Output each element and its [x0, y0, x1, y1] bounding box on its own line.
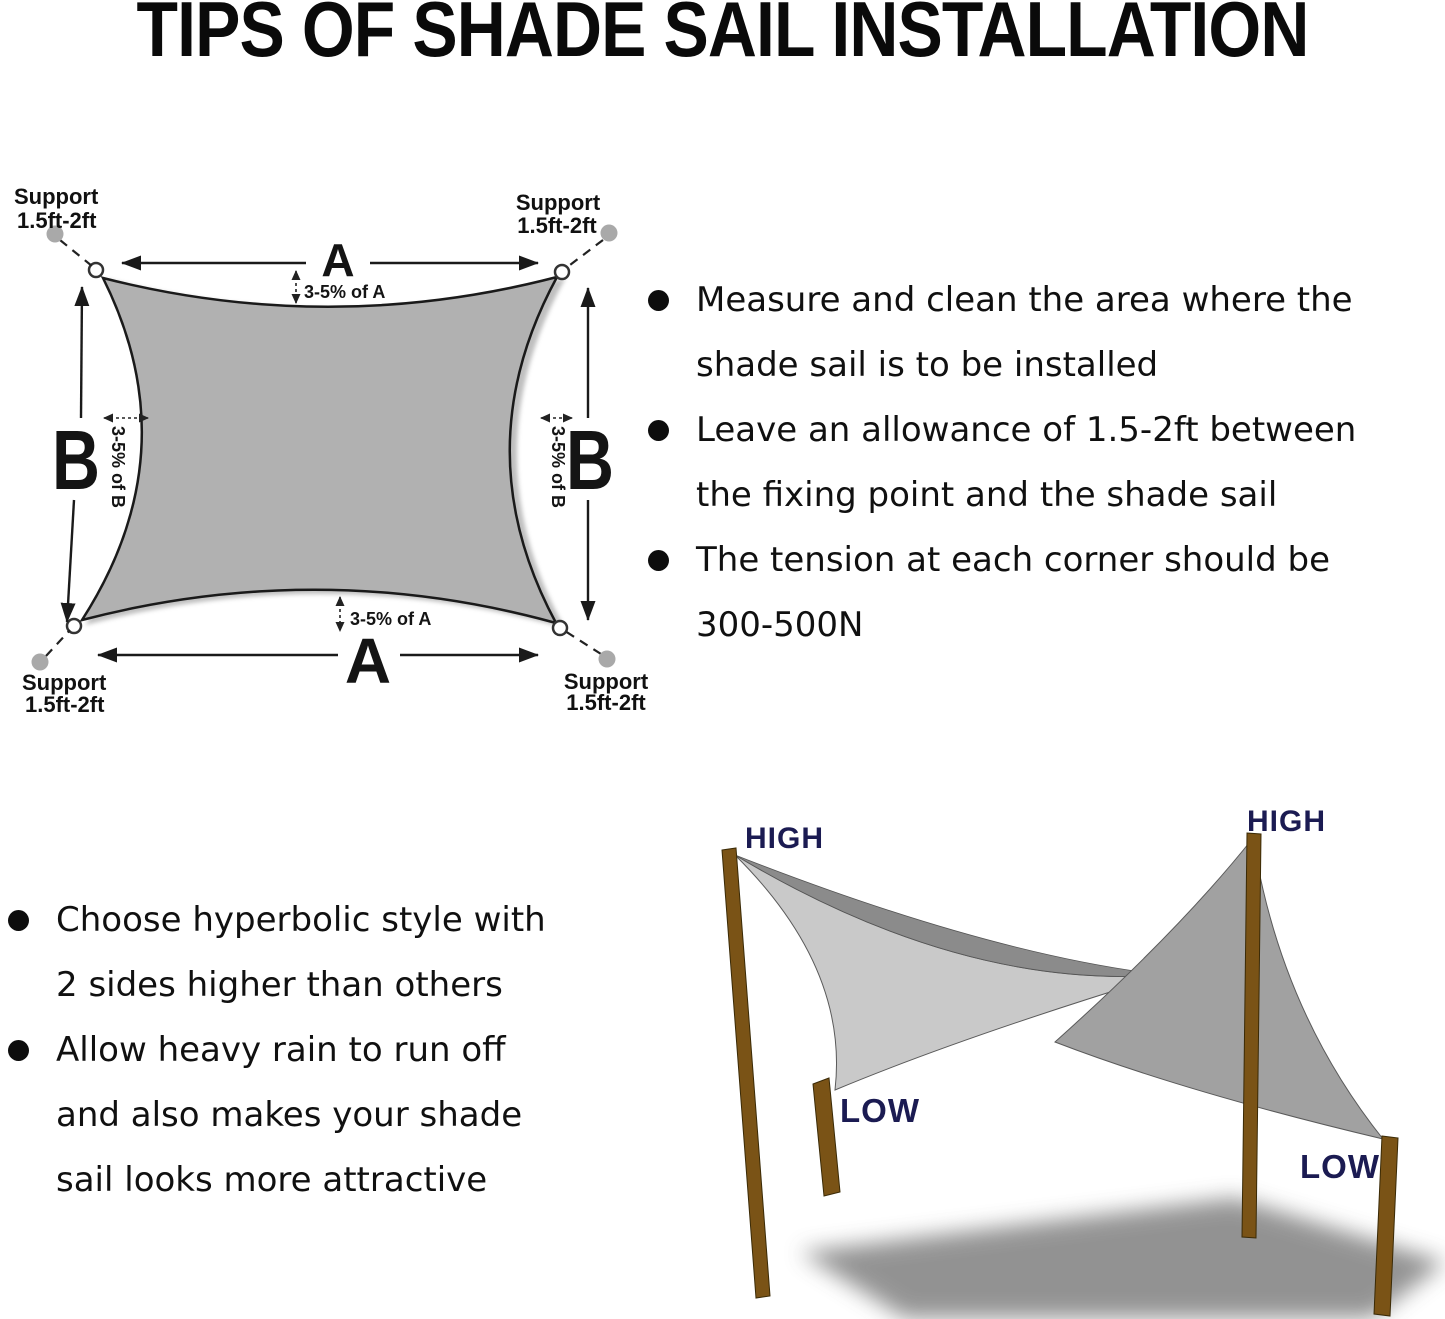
support-label-bottom-right: [564, 669, 649, 715]
support-text: Support: [515, 190, 601, 215]
tip-line: Choose hyperbolic style with: [56, 900, 546, 940]
support-label-bottom-left: [22, 670, 107, 717]
dimension-b-right: [541, 288, 614, 620]
tip-line: and also makes your shade: [56, 1095, 523, 1135]
tip-line: the fixing point and the shade sail: [696, 475, 1278, 515]
support-distance: 1.5ft-2ft: [17, 208, 97, 233]
side-a-label: A: [321, 234, 355, 286]
tip-line: Allow heavy rain to run off: [56, 1030, 506, 1070]
installation-tips-list: [648, 268, 1445, 658]
support-label-top-left: [14, 184, 99, 233]
tip-line: Leave an allowance of 1.5-2ft between: [696, 410, 1357, 450]
bullet-icon: [648, 420, 669, 441]
bullet-icon: [648, 550, 669, 571]
list-item: [648, 528, 1445, 658]
low-label: LOW: [1300, 1148, 1380, 1185]
sag-a-label: 3-5% of A: [350, 609, 432, 629]
sag-a-label: 3-5% of A: [304, 282, 386, 302]
bullet-icon: [8, 910, 29, 931]
hyperbolic-sail-illustration: [620, 780, 1445, 1319]
support-text: Support: [14, 184, 99, 209]
bullet-icon: [8, 1040, 29, 1061]
high-label: HIGH: [745, 822, 824, 855]
support-distance: 1.5ft-2ft: [25, 692, 105, 717]
tip-line: sail looks more attractive: [56, 1160, 488, 1200]
dimension-a-top: [122, 234, 538, 303]
sag-b-label: 3-5% of B: [548, 426, 568, 509]
tip-line: Measure and clean the area where the: [696, 280, 1353, 320]
low-label: LOW: [840, 1092, 920, 1129]
measurement-diagram: [0, 170, 660, 730]
dimension-a-bottom: [98, 597, 538, 697]
list-item: [8, 1018, 620, 1213]
tip-line: The tension at each corner should be: [696, 540, 1331, 580]
side-a-label: A: [344, 625, 392, 697]
sag-b-label: 3-5% of B: [108, 426, 128, 509]
support-text: Support: [563, 669, 649, 694]
side-b-label: B: [52, 413, 100, 507]
list-item: [648, 268, 1445, 398]
support-distance: 1.5ft-2ft: [566, 690, 646, 715]
style-tips-list: [8, 888, 620, 1213]
tip-line: 300-500N: [696, 605, 864, 645]
list-item: [8, 888, 620, 1018]
support-distance: 1.5ft-2ft: [517, 213, 597, 238]
ground-shadow: [800, 1198, 1445, 1318]
side-b-label: B: [566, 413, 614, 507]
pole-front-left: [813, 1078, 840, 1196]
list-item: [648, 398, 1445, 528]
shade-sail-shape: [82, 277, 557, 623]
high-label: HIGH: [1247, 805, 1326, 838]
pole-back-left: [722, 848, 770, 1298]
tip-line: 2 sides higher than others: [56, 965, 503, 1005]
tip-line: shade sail is to be installed: [696, 345, 1159, 385]
page-title: TIPS OF SHADE SAIL INSTALLATION: [136, 0, 1309, 73]
bullet-icon: [648, 290, 669, 311]
support-text: Support: [22, 670, 107, 695]
support-label-top-right: [516, 190, 601, 238]
